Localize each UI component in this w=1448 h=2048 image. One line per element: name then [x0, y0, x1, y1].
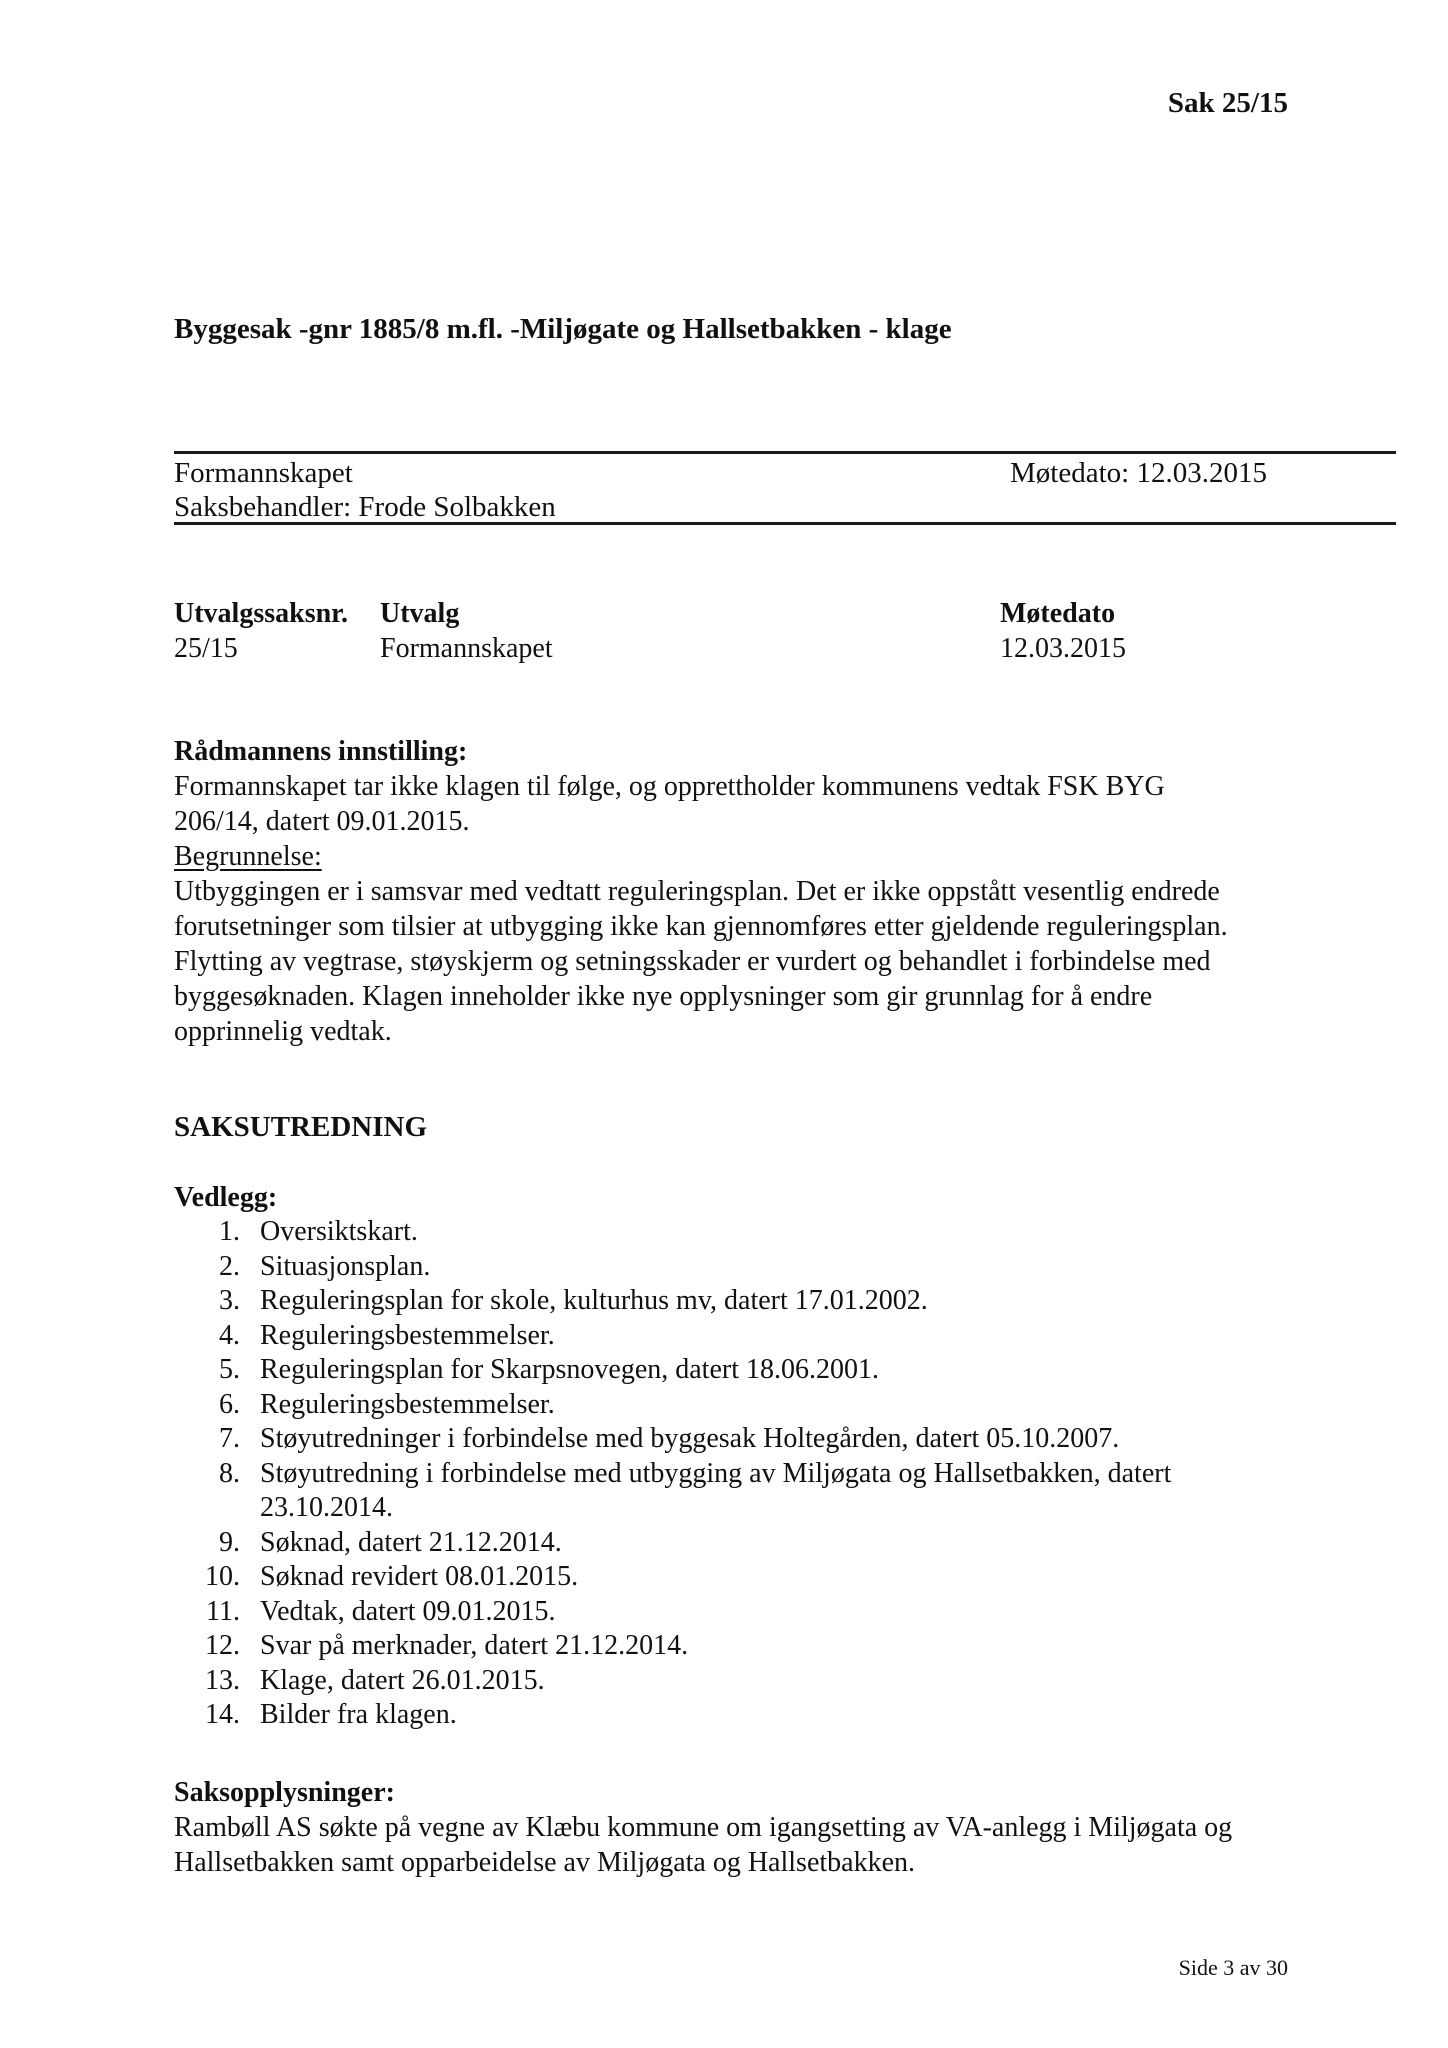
meta-meeting-date: Møtedato: 12.03.2015	[1010, 457, 1267, 489]
list-item-number: 12.	[205, 1630, 240, 1661]
list-item-number: 11.	[206, 1595, 240, 1627]
list-item-number: 13.	[205, 1664, 240, 1696]
recommendation-text: Formannskapet tar ikke klagen til følge, og opprettholder kommunens vedtak FSK BYG 206/14, datert 09.01.2015.	[174, 771, 1165, 837]
list-item	[174, 1526, 1254, 1561]
case-info-heading: Saksopplysninger:	[174, 1777, 395, 1808]
list-item-text: Oversiktskart.	[260, 1216, 418, 1247]
meta-case-handler: Saksbehandler: Frode Solbakken	[174, 491, 556, 523]
list-item	[174, 1319, 1254, 1354]
document-title: Byggesak -gnr 1885/8 m.fl. -Miljøgate og Hallsetbakken - klage	[174, 313, 952, 345]
case-info-text: Rambøll AS søkte på vegne av Klæbu kommune om igangsetting av VA-anlegg i Miljøgata og Hallsetbakken samt opparbeidelse av Miljøgata og Hallsetbakken.	[174, 1812, 1233, 1878]
list-item-number: 1.	[219, 1216, 240, 1247]
table-header-committee: Utvalg	[380, 598, 460, 629]
list-item	[174, 1664, 1254, 1699]
list-item	[174, 1353, 1254, 1388]
table-header-case-number: Utvalgssaksnr.	[174, 598, 349, 629]
case-info-section	[174, 1775, 1294, 1880]
list-item-text: Reguleringsplan for skole, kulturhus mv, datert 17.01.2002.	[260, 1285, 928, 1316]
list-item-number: 6.	[219, 1388, 240, 1420]
table-cell-case-number: 25/15	[174, 633, 238, 664]
page-number: Side 3 av 30	[1178, 1955, 1288, 1980]
list-item-text: Svar på merknader, datert 21.12.2014.	[260, 1630, 689, 1661]
list-item-text: Bilder fra klagen.	[260, 1699, 457, 1730]
list-item-text: Søknad revidert 08.01.2015.	[260, 1561, 579, 1592]
top-rule	[174, 451, 1396, 454]
list-item	[174, 1250, 1254, 1285]
reason-label: Begrunnelse:	[174, 841, 322, 872]
table-cell-meeting-date: 12.03.2015	[1000, 633, 1126, 664]
recommendation-section	[174, 734, 1234, 1049]
list-item-text: Klage, datert 26.01.2015.	[260, 1664, 545, 1696]
list-item-text: Vedtak, datert 09.01.2015.	[260, 1595, 556, 1627]
list-item-number: 14.	[205, 1699, 240, 1730]
list-item	[174, 1595, 1254, 1630]
reason-text: Utbyggingen er i samsvar med vedtatt reguleringsplan. Det er ikke oppstått vesentlig endrede forutsetninger som tilsier at utbygging ikke kan gjennomføres etter gjeldende reguleringsplan. Flytting av vegtrase, støyskjerm og setningsskader er vurdert og behandlet i forbindelse med byggesøknaden. Klagen inneholder ikke nye opplysninger som gir grunnlag for å endre opprinnelig vedtak.	[174, 876, 1228, 1047]
list-item	[174, 1215, 1254, 1250]
attachments-heading: Vedlegg:	[174, 1182, 278, 1213]
list-item	[174, 1422, 1254, 1457]
list-item-text: Reguleringsbestemmelser.	[260, 1388, 555, 1420]
list-item-text: Situasjonsplan.	[260, 1250, 431, 1282]
list-item	[174, 1284, 1254, 1319]
list-item	[174, 1629, 1254, 1664]
list-item	[174, 1388, 1254, 1423]
recommendation-heading: Rådmannens innstilling:	[174, 736, 468, 767]
table-header-meeting-date: Møtedato	[1000, 598, 1116, 629]
list-item-number: 2.	[219, 1250, 240, 1282]
list-item-number: 10.	[205, 1561, 240, 1592]
list-item-text: Reguleringsplan for Skarpsnovegen, datert 18.06.2001.	[260, 1354, 879, 1385]
list-item-text: Støyutredning i forbindelse med utbygging av Miljøgata og Hallsetbakken, datert 23.10.2014.	[260, 1457, 1172, 1523]
list-item-number: 5.	[219, 1354, 240, 1385]
section-heading: SAKSUTREDNING	[174, 1111, 427, 1143]
table-cell-committee: Formannskapet	[380, 633, 553, 664]
list-item-number: 4.	[219, 1319, 240, 1351]
list-item-number: 8.	[219, 1457, 240, 1489]
list-item-number: 9.	[219, 1526, 240, 1558]
attachments-section	[174, 1180, 1254, 1733]
case-reference: Sak 25/15	[1167, 87, 1288, 119]
list-item-text: Søknad, datert 21.12.2014.	[260, 1526, 562, 1558]
attachments-list	[174, 1215, 1254, 1733]
list-item-text: Støyutredninger i forbindelse med byggesak Holtegården, datert 05.10.2007.	[260, 1423, 1120, 1454]
list-item	[174, 1457, 1254, 1526]
bottom-rule	[174, 522, 1396, 525]
list-item-text: Reguleringsbestemmelser.	[260, 1319, 555, 1351]
meta-body: Formannskapet	[174, 457, 353, 489]
list-item-number: 3.	[219, 1285, 240, 1316]
list-item-number: 7.	[219, 1423, 240, 1454]
list-item	[174, 1560, 1254, 1595]
list-item	[174, 1698, 1254, 1733]
